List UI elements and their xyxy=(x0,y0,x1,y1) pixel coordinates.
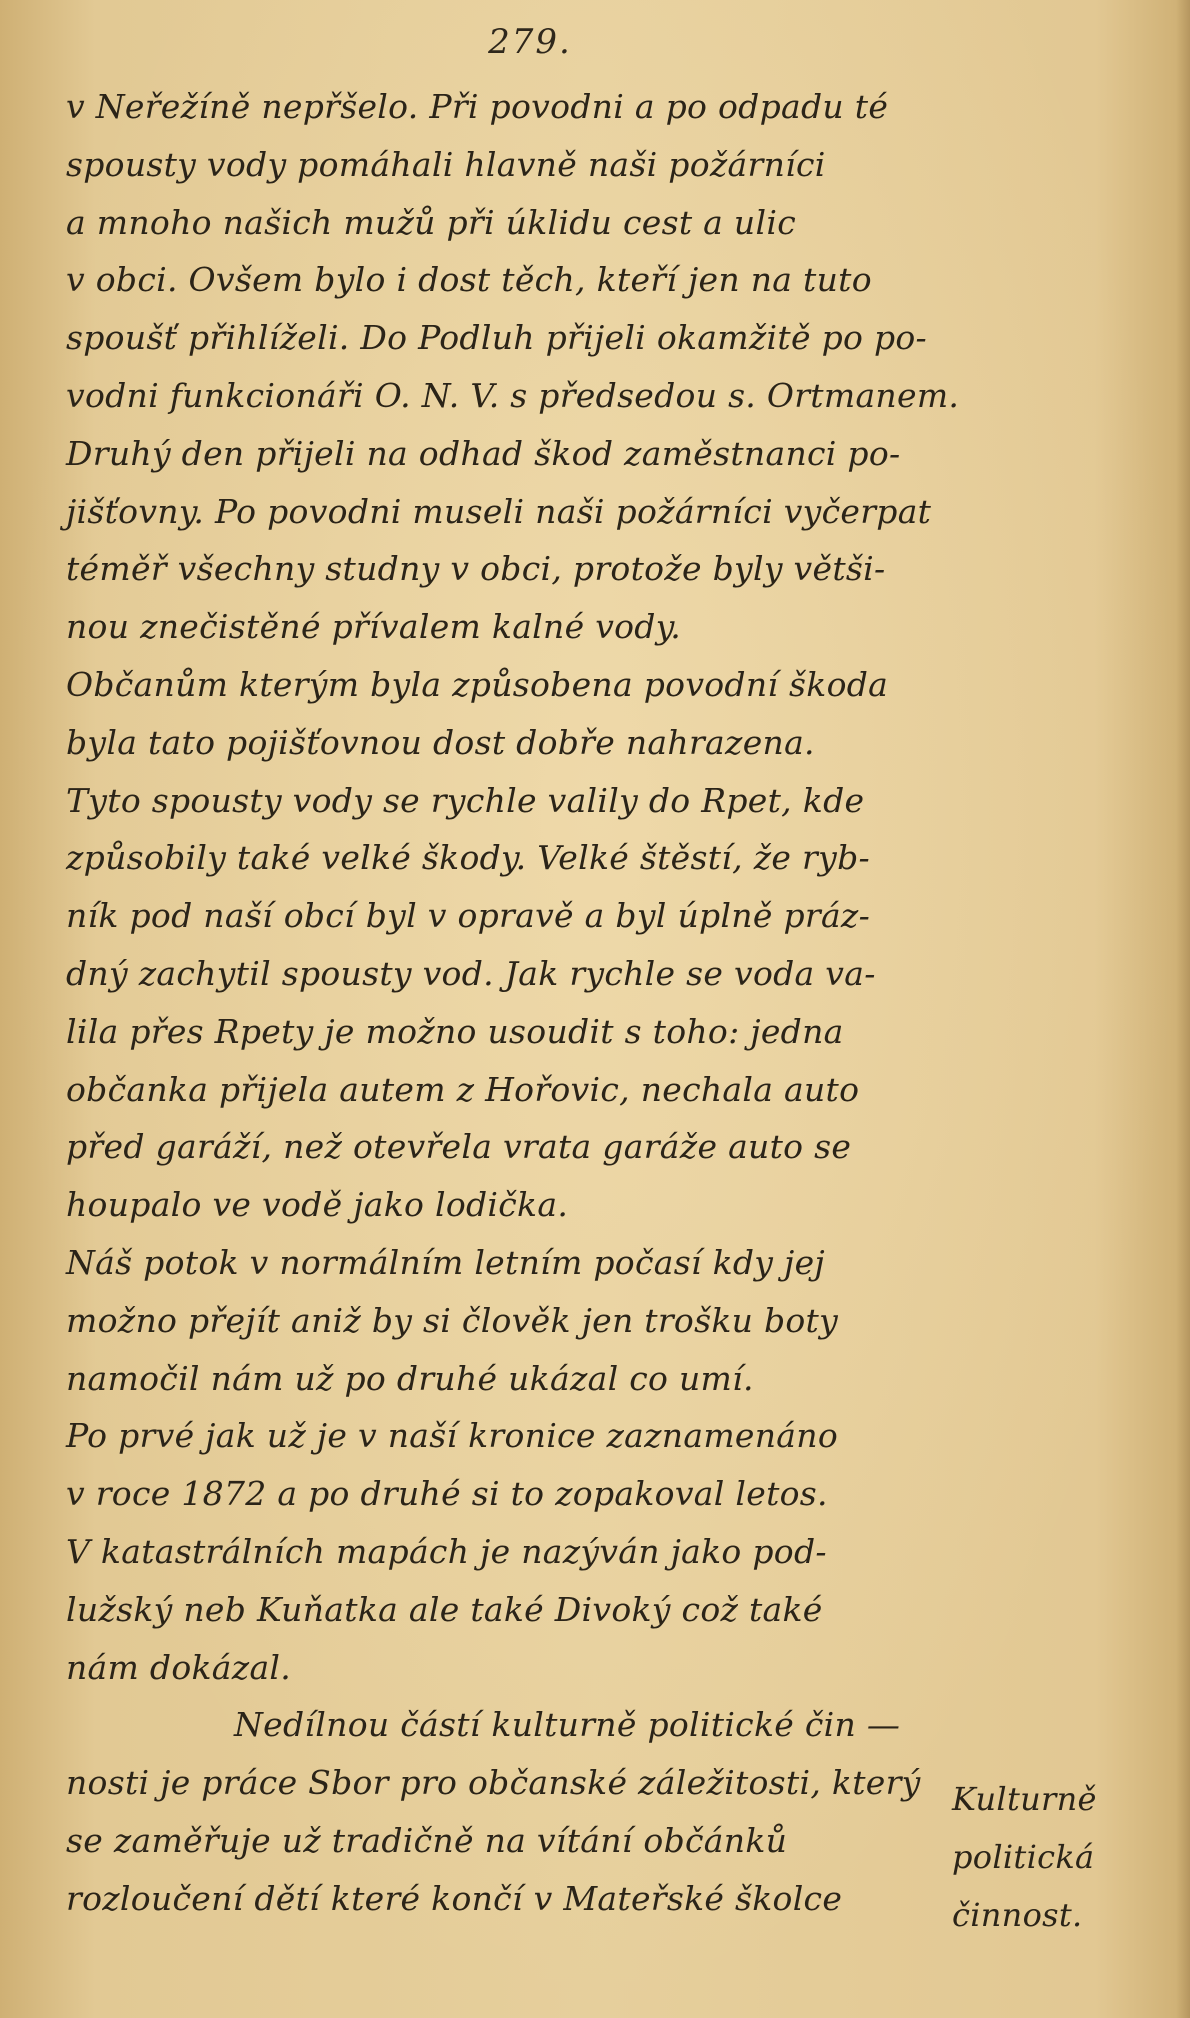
page-number: 279. xyxy=(488,22,572,62)
text-line: se zaměřuje už tradičně na vítání občánků xyxy=(66,1820,788,1860)
text-line: ník pod naší obcí byl v opravě a byl úplně práz- xyxy=(66,896,871,936)
margin-note-line: politická xyxy=(952,1837,1095,1876)
text-line: způsobily také velké škody. Velké štěstí, že ryb- xyxy=(66,838,870,878)
text-line: spousty vody pomáhali hlavně naši požárníci xyxy=(66,144,826,184)
paper-edge xyxy=(1176,0,1190,2018)
handwritten-text xyxy=(66,78,1066,1928)
text-line: v obci. Ovšem bylo i dost těch, kteří jen na tuto xyxy=(66,260,872,300)
text-line: V katastrálních mapách je nazýván jako pod- xyxy=(66,1531,827,1571)
text-line: občanka přijela autem z Hořovic, nechala auto xyxy=(66,1069,860,1109)
text-line: Občanům kterým byla způsobena povodní škoda xyxy=(66,664,889,704)
margin-note-line: Kulturně xyxy=(952,1780,1097,1818)
text-line: Nedílnou částí kulturně politické čin — xyxy=(234,1705,901,1745)
text-line: houpalo ve vodě jako lodička. xyxy=(66,1185,569,1225)
text-line: lila přes Rpety je možno usoudit s toho: jedna xyxy=(66,1011,844,1051)
text-line: rozloučení dětí které končí v Mateřské školce xyxy=(66,1878,843,1918)
text-line: Druhý den přijeli na odhad škod zaměstnanci po- xyxy=(66,433,901,473)
text-line: a mnoho našich mužů při úklidu cest a ulic xyxy=(66,202,796,242)
text-line: byla tato pojišťovnou dost dobře nahrazena. xyxy=(66,722,815,762)
text-line: Tyto spousty vody se rychle valily do Rpet, kde xyxy=(66,780,865,820)
text-line: nám dokázal. xyxy=(66,1647,292,1687)
text-line: možno přejít aniž by si člověk jen trošku boty xyxy=(66,1300,839,1340)
text-line: před garáží, než otevřela vrata garáže auto se xyxy=(66,1127,852,1167)
text-line: lužský neb Kuňatka ale také Divoký což také xyxy=(66,1589,823,1629)
text-line: dný zachytil spousty vod. Jak rychle se voda va- xyxy=(66,953,876,993)
margin-note xyxy=(952,1771,1172,1944)
text-line: nosti je práce Sbor pro občanské záležitosti, který xyxy=(66,1763,921,1803)
text-line: jišťovny. Po povodni museli naši požárníci vyčerpat xyxy=(66,491,932,531)
text-line: v roce 1872 a po druhé si to zopakoval letos. xyxy=(66,1474,828,1514)
text-line: téměř všechny studny v obci, protože byly větši- xyxy=(66,549,886,589)
margin-note-line: činnost. xyxy=(952,1895,1083,1934)
text-line: vodni funkcionáři O. N. V. s předsedou s. Ortmanem. xyxy=(66,375,960,415)
text-line: spoušť přihlíželi. Do Podluh přijeli okamžitě po po- xyxy=(66,318,927,358)
text-line: Náš potok v normálním letním počasí kdy jej xyxy=(66,1242,825,1282)
text-line: namočil nám už po druhé ukázal co umí. xyxy=(66,1358,754,1398)
text-line: nou znečistěné přívalem kalné vody. xyxy=(66,607,682,647)
text-line: Po prvé jak už je v naší kronice zaznamenáno xyxy=(66,1416,838,1456)
text-line: v Neřežíně nepřšelo. Při povodni a po odpadu té xyxy=(66,87,889,126)
